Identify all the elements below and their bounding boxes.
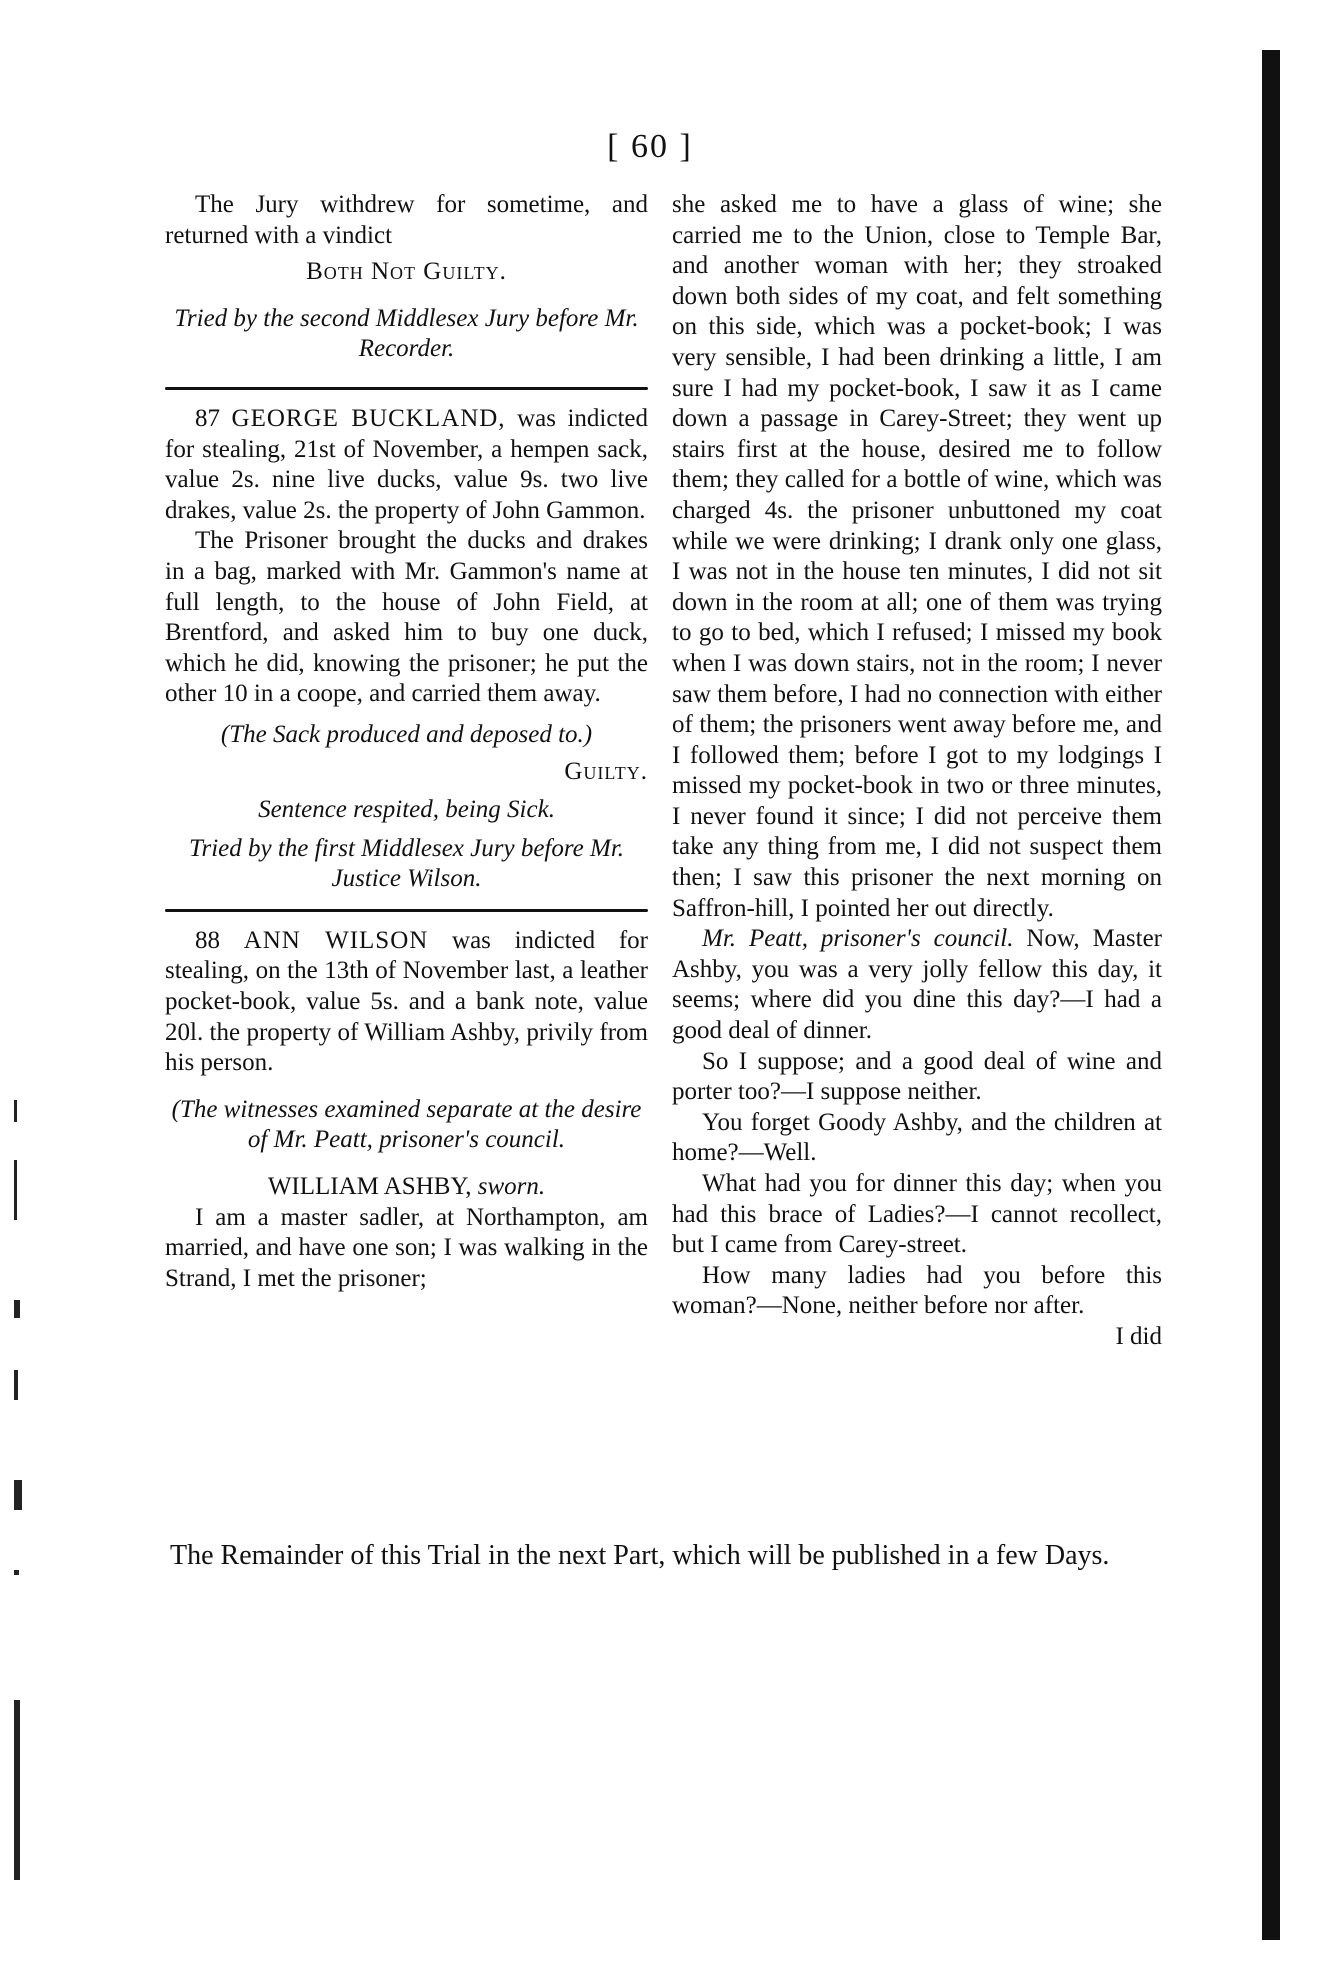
sentence-respited: Sentence respited, being Sick.: [258, 796, 555, 824]
verdict-both-not-guilty: Both Not Guilty.: [306, 258, 507, 286]
cross-exam-q4: What had you for dinner this day; when you had this brace of Ladies?—I cannot recollect, but I came from Carey-street.: [672, 1170, 1162, 1259]
counsel-label: Mr. Peatt, prisoner's council.: [702, 925, 1014, 953]
witnesses-separate-note: (The witnesses examined separate at the desire of Mr. Peatt, prisoner's council.: [171, 1095, 642, 1154]
witness-sworn: sworn.: [477, 1173, 546, 1201]
catchword: I did: [1115, 1322, 1162, 1350]
page-number: [ 60 ]: [607, 128, 693, 165]
sack-produced-note: (The Sack produced and deposed to.): [220, 720, 593, 748]
case-88-defendant: ANN WILSON: [243, 926, 429, 954]
witness-name: WILLIAM ASHBY,: [267, 1173, 472, 1201]
case-88-text: [165, 926, 648, 1079]
case-88-number: 88: [195, 926, 220, 954]
cross-exam-q1-text: Now, Master Ashby, you was a very jolly fellow this day, it seems; where did you dine this day?—I had a good deal of dinner.: [672, 925, 1163, 1045]
witness-heading: [165, 1172, 648, 1203]
margin-scan-marks: [14, 1100, 30, 1950]
left-column: [165, 190, 648, 1294]
case-87-number: 87: [195, 404, 220, 432]
continuation-notice: The Remainder of this Trial in the next Part, which will be published in a few Days.: [170, 1540, 1110, 1571]
case-87-text: [165, 404, 648, 526]
cross-exam-q2: So I suppose; and a good deal of wine and porter too?—I suppose neither.: [672, 1047, 1162, 1106]
section-divider: [165, 909, 648, 912]
verdict-guilty: Guilty.: [564, 757, 648, 785]
cross-exam-q3: You forget Goody Ashby, and the children at home?—Well.: [672, 1108, 1162, 1167]
page-edge-shadow: [1262, 50, 1280, 1940]
testimony-start: I am a master sadler, at Northampton, am married, and have one son; I was walking in the Strand, I met the prisoner;: [165, 1203, 648, 1292]
case-87-indictment: was indicted for stealing, 21st of November, a hempen sack, value 2s. nine live ducks, value 9s. two live drakes, value 2s. the property of John Gammon.: [165, 404, 648, 524]
tried-by-first-jury: Tried by the first Middlesex Jury before Mr. Justice Wilson.: [188, 834, 625, 893]
section-divider: [165, 387, 648, 390]
cross-exam-q1: [672, 924, 1162, 1046]
right-column: [672, 190, 1162, 1353]
testimony-continued: she asked me to have a glass of wine; she carried me to the Union, close to Temple Bar, and another woman with her; they stroaked down both sides of my coat, and felt something on this side, which was a pocket-book; I was very sensible, I had been drinking a little, I am sure I had my pocket-book, I saw it as I came down a passage in Carey-Street; they went up stairs first at the house, desired me to follow them; they called for a bottle of wine, which was charged 4s. the prisoner unbuttoned my coat while we were drinking; I drank only one glass, I was not in the house ten minutes, I did not sit down in the room at all; one of them was trying to go to bed, which I refused; I missed my book when I was down stairs, not in the room; I never saw them before, I had no connection with either of them; the prisoners went away before me, and I followed them; before I got to my lodgings I missed my pocket-book in two or three minutes, I never found it since; I did not perceive them take any thing from me, I did not suspect them then; I saw this prisoner the next morning on Saffron-hill, I pointed her out directly.: [672, 191, 1162, 922]
tried-by-second-jury: Tried by the second Middlesex Jury before Mr. Recorder.: [174, 304, 639, 363]
cross-exam-q5: How many ladies had you before this woman?—None, neither before nor after.: [672, 1261, 1162, 1320]
case-88-indictment: was indicted for stealing, on the 13th of November last, a leather pocket-book, value 5s. and a bank note, value 20l. the property of William Ashby, privily from his person.: [165, 926, 648, 1077]
case-87-defendant: GEORGE BUCKLAND,: [231, 404, 506, 432]
case-87-evidence: The Prisoner brought the ducks and drakes in a bag, marked with Mr. Gammon's name at full length, to the house of John Field, at Brentford, and asked him to buy one duck, which he did, knowing the prisoner; he put the other 10 in a coope, and carried them away.: [165, 527, 648, 708]
jury-withdrew-text: The Jury withdrew for sometime, and returned with a vindict: [165, 191, 648, 249]
